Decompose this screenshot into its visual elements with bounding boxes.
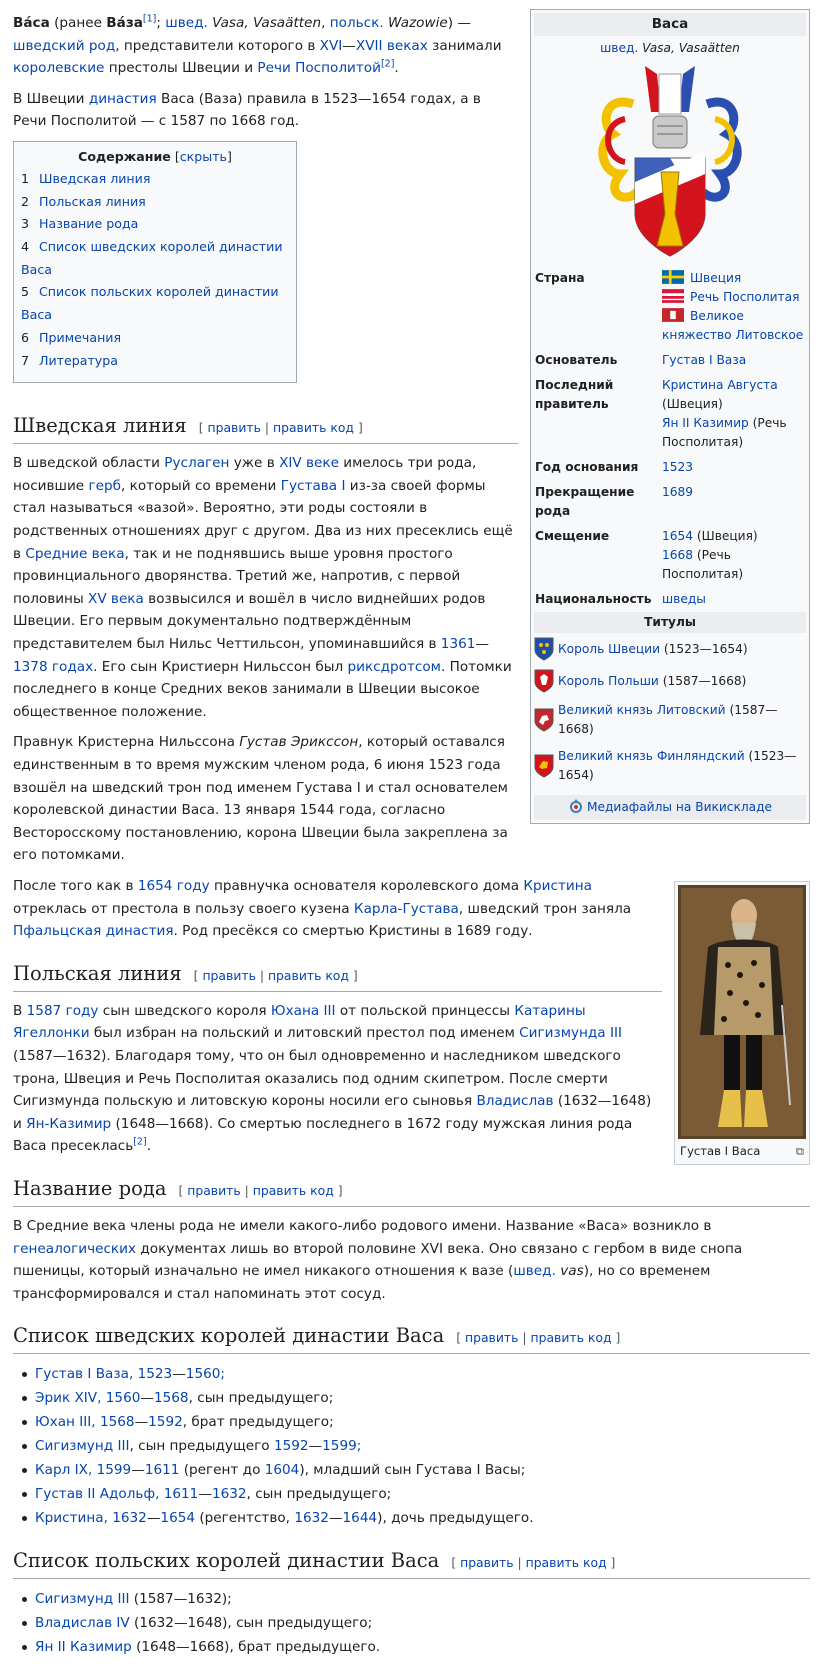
commons-link[interactable]: Медиафайлы на Викискладе [586, 800, 773, 814]
lithuania-flag-icon [662, 308, 684, 322]
section-heading-swedish: Шведская линия [ править | править код ] [13, 413, 518, 444]
section-heading-name: Название рода [ править | править код ] [13, 1176, 810, 1207]
list-item: Кристина, 1632—1654 (регентство, 1632—1644), дочь предыдущего. [35, 1506, 810, 1530]
section-heading-swedish-kings: Список шведских королей династии Васа [ править | править код ] [13, 1323, 810, 1354]
middle-ages-link[interactable]: Средние века [25, 545, 125, 562]
article-content [13, 12, 810, 1667]
edit-code-link[interactable]: править код [272, 420, 354, 436]
swedish-family-link[interactable]: шведский род [13, 37, 116, 54]
table-of-contents [13, 141, 297, 383]
karl-gustav-link[interactable]: Карла-Густава [353, 900, 459, 917]
riksdrots-link[interactable]: риксдротсом [347, 658, 441, 675]
lang-link[interactable]: швед. [600, 41, 639, 55]
jan-kazimir-link[interactable]: Ян-Казимир [26, 1115, 112, 1132]
intro-paragraph: Ва́са (ранее Ва́за[1]; швед. Vasa, Vasaätten, польск. Wazowie) — шведский род, представители которого в XVI—XVII веках занимали королевские престолы Швеции и Речи Посполитой[2]. [13, 13, 502, 77]
swedish-paragraph-3: После того как в 1654 году правнучка основателя королевского дома Кристина отреклась от престола в пользу своего кузена Карла-Густава, шведский трон заняла Пфальцская династия. Род пресёкся со смертью Кристины в 1689 году. [13, 877, 632, 940]
commons-row [534, 795, 806, 820]
commons-logo-icon [568, 798, 584, 814]
edit-link[interactable]: править [187, 1182, 241, 1198]
gustav-portrait-image[interactable] [678, 885, 806, 1139]
edit-code-link[interactable]: править код [530, 1330, 612, 1346]
title-row: Великий князь Финляндский (1523—1654) [534, 743, 806, 789]
founded-year-link[interactable]: 1523 [662, 460, 694, 474]
gerb-link[interactable]: герб [88, 477, 122, 494]
edit-code-link[interactable]: править код [267, 967, 349, 983]
xv-link[interactable]: XV века [88, 590, 144, 607]
list-item: Густав I Ваза, 1523—1560; [35, 1362, 810, 1386]
xvi-link[interactable]: XVI [319, 37, 343, 54]
intro-paragraph-2: В Швеции династия Васа (Ваза) правила в 1523—1654 годах, а в Речи Посполитой — с 1587 по 1668 год. [13, 90, 481, 130]
title-sweden-link[interactable]: Король Швеции [558, 641, 660, 656]
johan-link[interactable]: Юхана III [270, 1002, 336, 1019]
list-item: Сигизмунд III (1587—1632); [35, 1587, 810, 1611]
list-item: Сигизмунд III, сын предыдущего 1592—1599; [35, 1434, 810, 1458]
lang-pol-link[interactable]: польск. [329, 15, 384, 31]
edit-links: [ править | править код ] [178, 1182, 343, 1198]
country-commonwealth-link[interactable]: Речь Посполитая [690, 290, 800, 304]
section-heading-polish-kings: Список польских королей династии Васа [ править | править код ] [13, 1548, 810, 1579]
sweden-flag-icon [662, 270, 684, 284]
dynasty-link[interactable]: династия [88, 90, 157, 107]
ref-2-link[interactable]: [2] [380, 58, 395, 70]
thumbnail-caption: Густав I Васа ⧉ [680, 1143, 804, 1158]
infobox-table: Страна Швеция Речь Посполитая Великое княжество Литовское Основатель Густав I Ваза Последний правитель Кристина Августа (Швеция) Ян II Казимир (Речь Посполитая) Год основания 1523 Прекращение рода 1689 Смещение 1654 (Швеция) 1668 (Речь Посполитая) Национальность шведы [535, 271, 804, 606]
section-heading-polish: Польская линия [ править | править код ] [13, 961, 662, 992]
lang-swe-link[interactable]: швед. [513, 1263, 556, 1280]
list-item: Густав II Адольф, 1611—1632, сын предыдущего; [35, 1482, 810, 1506]
title-row: Великий князь Литовский (1587—1668) [534, 697, 806, 743]
list-item: Эрик XIV, 1560—1568, сын предыдущего; [35, 1386, 810, 1410]
toc-item[interactable]: 4 Список шведских королей династии Васа [21, 239, 283, 277]
swedish-kings-list [13, 1362, 810, 1530]
infobox-title: Васа [534, 13, 806, 36]
finland-arms-icon [534, 754, 554, 778]
infobox [530, 9, 810, 824]
enlarge-icon[interactable]: ⧉ [795, 1143, 804, 1158]
deposed-1-link[interactable]: 1654 [662, 529, 694, 543]
edit-link[interactable]: править [202, 967, 256, 983]
edit-link[interactable]: править [465, 1330, 519, 1346]
list-item: Карл IX, 1599—1611 (регент до 1604), младший сын Густава I Васы; [35, 1458, 810, 1482]
infobox-subtitle: швед. Vasa, Vasaätten [600, 41, 740, 55]
poland-arms-icon [534, 669, 554, 693]
country-lithuania-link[interactable]: Великое княжество Литовское [662, 309, 804, 342]
edit-link[interactable]: править [460, 1555, 514, 1571]
title-row: Король Польши (1587—1668) [534, 665, 806, 697]
lithuania-arms-icon [534, 708, 554, 732]
edit-links: [ править | править код ] [193, 967, 358, 983]
nationality-link[interactable]: шведы [662, 592, 706, 606]
ref-1-link[interactable]: [1] [142, 13, 157, 25]
list-item: Ян II Казимир (1648—1668), брат предыдущего. [35, 1635, 810, 1659]
genealogical-link[interactable]: генеалогических [13, 1240, 137, 1257]
title-poland-link[interactable]: Король Польши [558, 673, 659, 688]
edit-code-link[interactable]: править код [525, 1555, 607, 1571]
founder-link[interactable]: Густав I Ваза [662, 353, 747, 367]
last-ruler-1-link[interactable]: Кристина Августа [662, 378, 778, 392]
deposed-2-link[interactable]: 1668 [662, 548, 694, 562]
coat-of-arms-image[interactable] [595, 64, 745, 260]
swedish-paragraph-2: Правнук Кристерна Нильссона Густав Эрикссон, который оставался единственным в то время мужским членом рода, 6 июня 1523 года взошёл на шведский трон под именем Густава I и стал основателем королевской династии Васа. 13 января 1544 года, согласно Весторосскому постановлению, корона Швеции была закреплена за его потомками. [13, 734, 508, 864]
title-finland-link[interactable]: Великий князь Финляндский [558, 749, 745, 763]
edit-links: [ править | править код ] [198, 420, 363, 436]
toc-item[interactable]: 6 Примечания [21, 329, 122, 345]
commonwealth-link[interactable]: Речи Посполитой [257, 60, 381, 77]
vladislav-link[interactable]: Владислав [476, 1093, 554, 1110]
pfalz-link[interactable]: Пфальцская династия [13, 923, 174, 940]
kristina-link[interactable]: Кристина [523, 877, 592, 894]
toc-title: Содержание [скрыть] [78, 148, 232, 164]
ref-2-link[interactable]: [2] [133, 1136, 147, 1148]
portrait-thumbnail [674, 881, 810, 1165]
toc-item[interactable]: 1 Шведская линия [21, 170, 151, 186]
roslagen-link[interactable]: Руслаген [164, 455, 230, 472]
edit-code-link[interactable]: править код [252, 1182, 334, 1198]
polish-paragraph: В 1587 году сын шведского короля Юхана III от польской принцессы Катарины Ягеллонки был избран на польский и литовский престол под именем Сигизмунда III (1587—1632). Благодаря тому, что он был одновременно и наследником шведского трона, Швеция и Речь Посполитая оказались под одним скипетром. После смерти Сигизмунда польскую и литовскую короны носили его сыновья Владислав (1632—1648) и Ян-Казимир (1648—1668). Со смертью последнего в 1672 году мужская линия рода Васа пресеклась[2]. [13, 1002, 652, 1155]
country-sweden-link[interactable]: Швеция [690, 271, 742, 285]
year-1587-link[interactable]: 1587 году [26, 1002, 99, 1019]
year-1361-link[interactable]: 1361 [440, 636, 476, 653]
toc-item[interactable]: 2 Польская линия [21, 193, 146, 209]
list-item: Юхан III, 1568—1592, брат предыдущего; [35, 1410, 810, 1434]
toc-item[interactable]: 7 Литература [21, 352, 118, 368]
titles-header: Титулы [534, 612, 806, 633]
year-1378-link[interactable]: 1378 годах [13, 658, 94, 675]
swedish-paragraph-1: В шведской области Руслаген уже в XIV веке имелось три рода, носившие герб, который со времени Густава I из-за своей формы стал называться «вазой». Вероятно, эти роды состояли в родственных отношениях друг с другом. Два из них пресеклись ещё в Средние века, так и не поднявшись выше уровня простого провинциального дворянства. Третий же, напротив, с первой половины XV века возвысился и вошёл в число виднейших родов Швеции. Его первым документально подтверждённым представителем был Нильс Четтильсон, упоминавшийся в 1361—1378 годах. Его сын Кристиерн Нильссон был риксдротсом. Потомки последнего в конце Средних веков занимали в Швеции высокое общественное положение. [13, 455, 513, 720]
toc-item[interactable]: 3 Название рода [21, 216, 139, 232]
end-year-link[interactable]: 1689 [662, 485, 694, 499]
name-paragraph: В Средние века члены рода не имели какого-либо родового имени. Название «Васа» возникло в генеалогических документах лишь во второй половине XVI века. Оно связано с гербом в виде снопа пшеницы, который изначально не имел никакого отношения к вазе (швед. vas), но со временем трансформировался и стал напоминать этот сосуд. [13, 1217, 743, 1302]
edit-link[interactable]: править [207, 420, 261, 436]
royal-link[interactable]: королевские [13, 60, 105, 77]
sweden-arms-icon [534, 637, 554, 661]
commonwealth-flag-icon [662, 289, 684, 303]
polish-kings-list [13, 1587, 810, 1659]
list-item: Владислав IV (1632—1648), сын предыдущего; [35, 1611, 810, 1635]
last-ruler-2-link[interactable]: Ян II Казимир [662, 416, 749, 430]
xiv-link[interactable]: XIV веке [279, 455, 339, 472]
toc-hide-toggle[interactable]: скрыть [179, 148, 227, 164]
katarina-link[interactable]: Катарины Ягеллонки [13, 1002, 586, 1042]
toc-item[interactable]: 5 Список польских королей династии Васа [21, 284, 279, 323]
title-lithuania-link[interactable]: Великий князь Литовский [558, 703, 726, 717]
edit-links: [ править | править код ] [451, 1555, 616, 1571]
year-1654-link[interactable]: 1654 году [137, 877, 210, 894]
xvii-link[interactable]: XVII веках [355, 37, 428, 54]
gustav-link[interactable]: Густава I [280, 477, 346, 494]
edit-links: [ править | править код ] [456, 1330, 621, 1346]
sigismund-link[interactable]: Сигизмунда III [519, 1025, 622, 1042]
lang-swe-link[interactable]: швед. [165, 15, 208, 31]
title-row: Король Швеции (1523—1654) [534, 633, 806, 665]
